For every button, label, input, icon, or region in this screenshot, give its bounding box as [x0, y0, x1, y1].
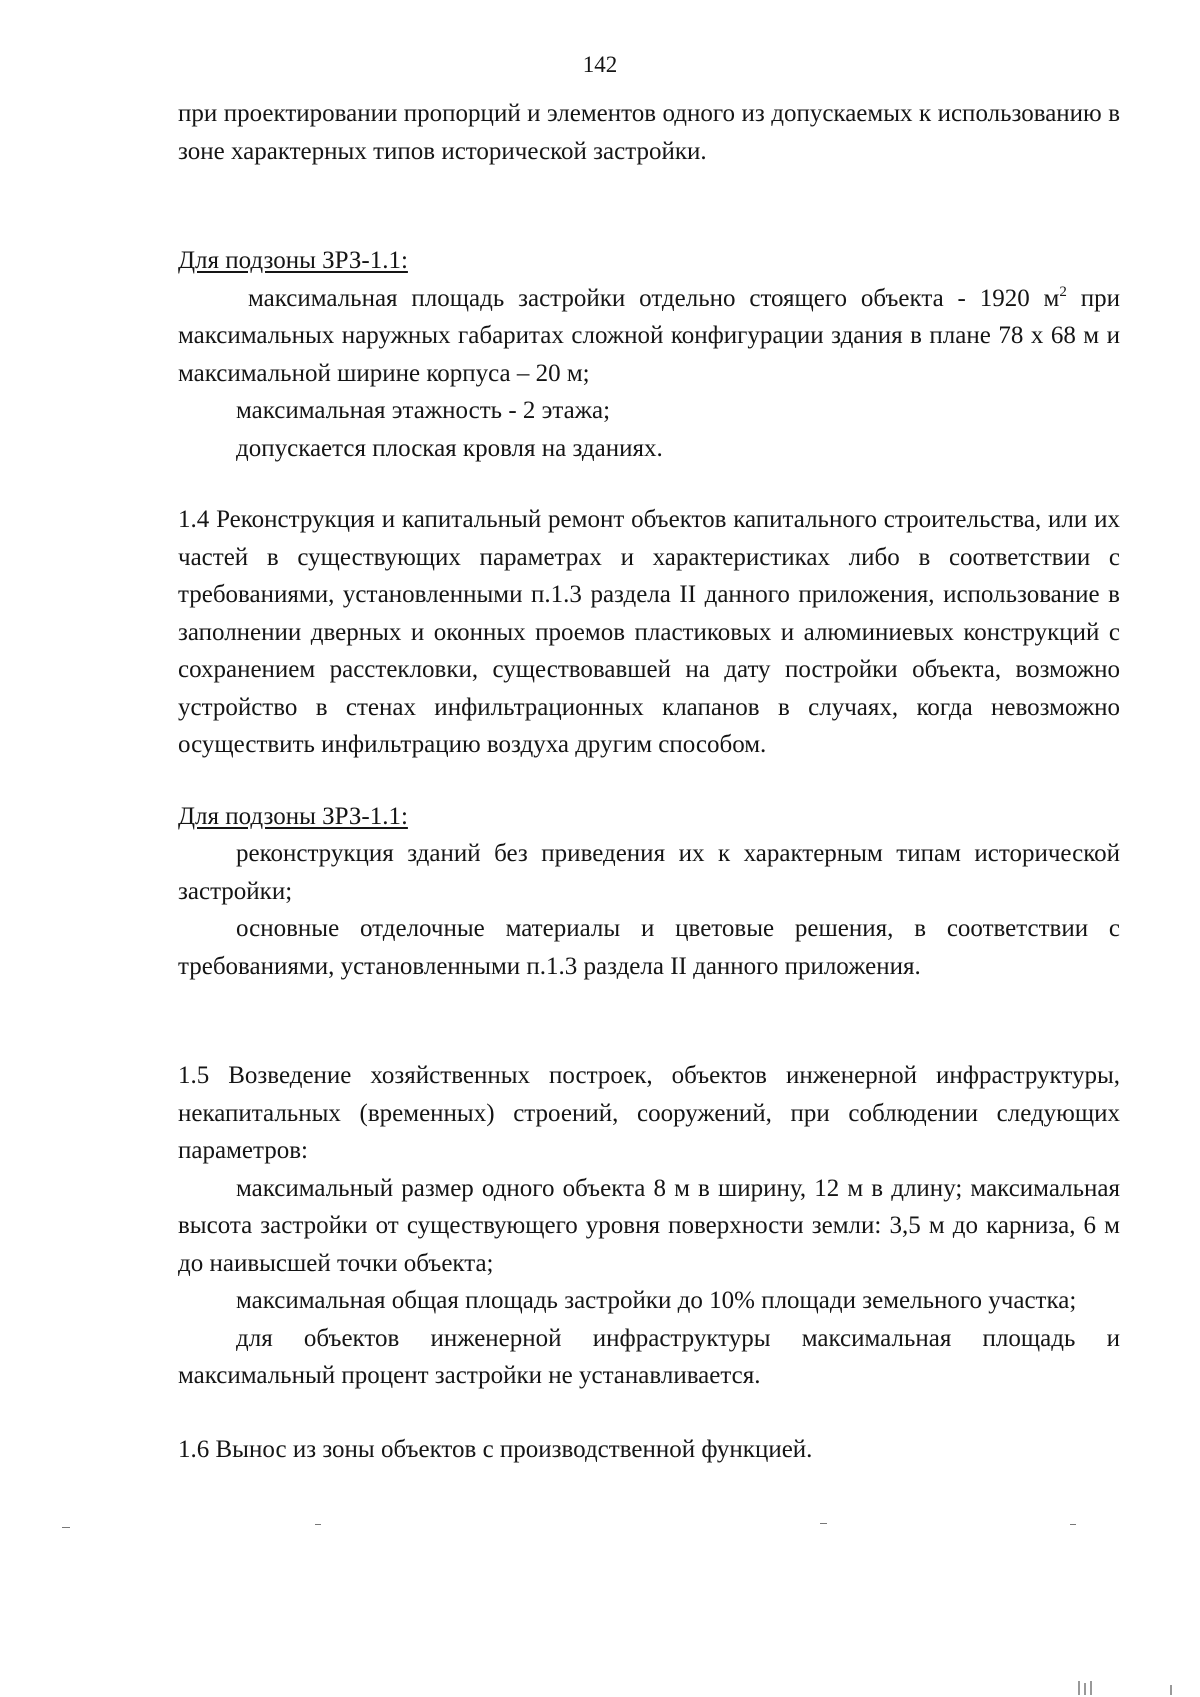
- scan-mark: [1070, 1524, 1076, 1525]
- max-area-text-cont: при максимальных наружных габаритах сложной конфигурации здания в плане 78 х 68 м и максимальной ширине корпуса – 20 м;: [178, 284, 1120, 387]
- max-floors-paragraph: максимальная этажность - 2 этажа;: [236, 397, 611, 424]
- square-meter-superscript: 2: [1059, 283, 1067, 300]
- total-area-paragraph: максимальная общая площадь застройки до 10% площади земельного участка;: [236, 1287, 1077, 1314]
- max-area-paragraph: [178, 280, 1120, 393]
- scan-mark: [820, 1523, 827, 1524]
- scan-mark: [62, 1527, 70, 1528]
- item-1-6-paragraph: 1.6 Вынос из зоны объектов с производственной функцией.: [178, 1435, 813, 1463]
- page-number: 142: [582, 52, 618, 77]
- subzone-heading-2: Для подзоны ЗРЗ-1.1:: [178, 802, 408, 830]
- item-1-4-paragraph: 1.4 Реконструкция и капитальный ремонт объектов капитального строительства, или их частей в существующих параметрах и характеристиках либо в соответствии с требованиями, установленными п.1.3 раздела II данного приложения, использование в заполнении дверных и оконных проемов пластиковых и алюминиевых конструкций с сохранением расстекловки, существовавшей на дату постройки объекта, возможно устройство в стенах инфильтрационных клапанов в случаях, когда невозможно осуществить инфильтрацию воздуха другим способом.: [178, 506, 1120, 758]
- item-1-5-paragraph: 1.5 Возведение хозяйственных построек, объектов инженерной инфраструктуры, некапитальных (временных) строений, сооружений, при соблюдении следующих параметров:: [178, 1062, 1120, 1164]
- intro-paragraph: при проектировании пропорций и элементов одного из допускаемых к использованию в зоне характерных типов исторической застройки.: [178, 100, 1120, 165]
- scan-mark: [1090, 1681, 1092, 1695]
- reconstruction-paragraph: реконструкция зданий без приведения их к характерным типам исторической застройки;: [178, 840, 1120, 905]
- finishing-materials-paragraph: основные отделочные материалы и цветовые решения, в соответствии с требованиями, установленными п.1.3 раздела II данного приложения.: [178, 915, 1120, 980]
- scan-mark: [1084, 1683, 1086, 1695]
- document-body: [178, 95, 1120, 1468]
- scan-mark: [315, 1524, 321, 1525]
- max-area-text: максимальная площадь застройки отдельно стоящего объекта - 1920 м: [248, 284, 1060, 312]
- scan-mark: [1078, 1681, 1080, 1695]
- scan-mark: [1170, 1685, 1172, 1695]
- engineering-infrastructure-paragraph: для объектов инженерной инфраструктуры максимальная площадь и максимальный процент застройки не устанавливается.: [178, 1324, 1120, 1389]
- subzone-heading-1: Для подзоны ЗРЗ-1.1:: [178, 247, 408, 274]
- flat-roof-paragraph: допускается плоская кровля на зданиях.: [236, 434, 663, 462]
- max-size-paragraph: максимальный размер одного объекта 8 м в ширину, 12 м в длину; максимальная высота застройки от существующего уровня поверхности земли: 3,5 м до карниза, 6 м до наивысшей точки объекта;: [178, 1174, 1120, 1277]
